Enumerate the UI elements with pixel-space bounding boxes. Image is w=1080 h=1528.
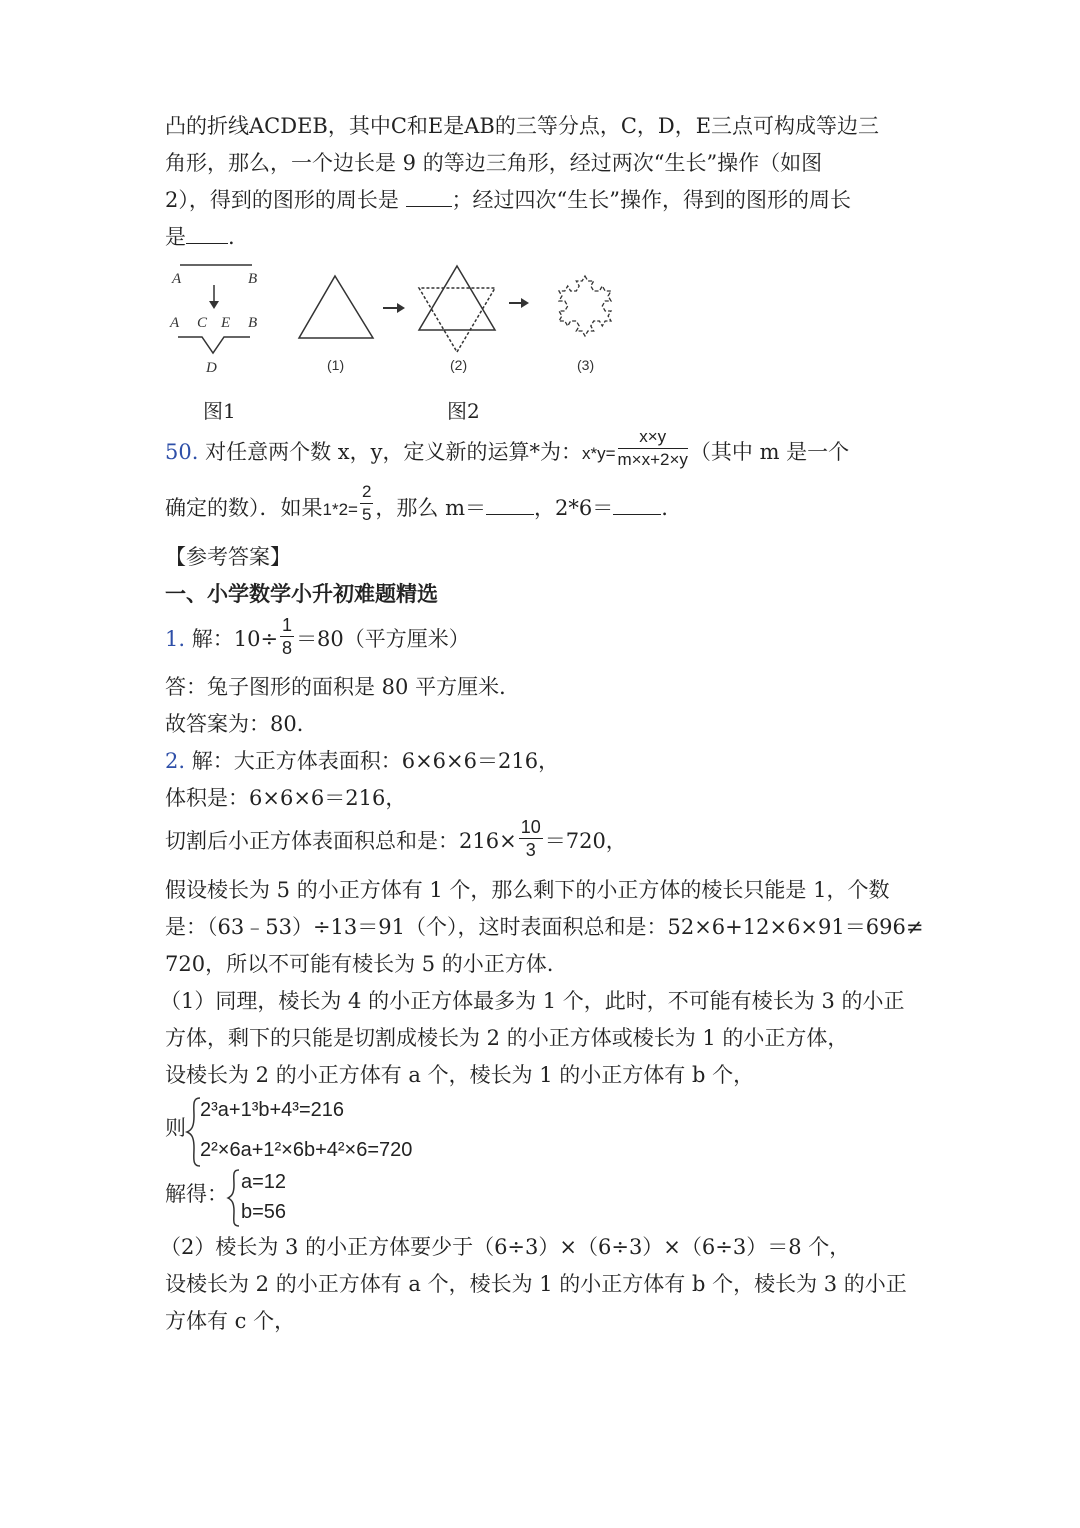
answer-blank-1 [406,188,452,207]
a2-text1: 解：大正方体表面积：6×6×6＝216， [185,749,560,773]
p50-cond-numerator: 2 [360,481,373,504]
p50-formula-numerator: x×y [618,426,688,449]
a2-line3a: 切割后小正方体表面积总和是：216× [165,829,517,853]
p50-line2 [165,482,668,526]
p50-formula-fraction [618,426,688,471]
a2-line10: （2）棱长为 3 的小正方体要少于（6÷3）×（6÷3）×（6÷3）＝8 个， [160,1235,851,1259]
fig1-label-d: D [206,360,217,376]
a2-line7: （1）同理，棱长为 4 的小正方体最多为 1 个，此时，不可能有棱长为 3 的小正 [160,989,905,1013]
a1-text1: 解：10÷ [185,627,279,651]
p50-text6: . [661,496,668,520]
fig2-label-1: (1) [327,357,345,373]
a2-frac-denominator: 3 [525,840,536,860]
p50-line1 [165,427,850,480]
fig1-label-a-bot: A [170,315,180,331]
a2-then-label: 则 [165,1116,186,1140]
a2-fraction [519,816,543,861]
fig1-label-e: E [221,315,231,331]
fig1-label-b-top: B [248,271,258,287]
figure2-caption: 图2 [447,399,480,423]
figure1-growth-diagram [160,255,280,380]
p50-formula-denominator: m×x+2×y [617,450,688,469]
p49-line4 [165,223,235,251]
a2-line11: 设棱长为 2 的小正方体有 a 个，棱长为 1 的小正方体有 b 个，棱长为 3 的小正 [165,1272,907,1296]
a1-text2: ＝80（平方厘米） [296,627,470,651]
system1-eq1: 2³a+1³b+4³=216 [200,1099,345,1121]
p49-line3a: 2），得到的图形的周长是 [165,188,406,212]
a1-line1 [165,615,470,666]
a1-line3: 故答案为：80． [165,712,318,736]
system2-eq2: b=56 [241,1201,287,1223]
answer-blank-26 [613,496,661,515]
a2-line6: 720，所以不可能有棱长为 5 的小正方体. [165,952,554,976]
fig2-label-3: (3) [577,357,595,373]
a1-fraction [280,614,294,659]
p50-text5: ，2*6＝ [534,496,614,520]
answer-blank-m [486,496,534,515]
a2-line3b: ＝720， [544,829,627,853]
a2-solve-label: 解得： [165,1182,228,1206]
a2-line8: 方体，剩下的只能是切割成棱长为 2 的小正方体或棱长为 1 的小正方体， [165,1026,849,1050]
a2-line2: 体积是：6×6×6＝216， [165,786,407,810]
p50-cond-fraction [360,481,373,526]
a1-frac-denominator: 8 [282,638,293,658]
p50-text4: ，那么 m＝ [375,496,487,520]
a2-line4: 假设棱长为 5 的小正方体有 1 个，那么剩下的小正方体的棱长只能是 1，个数 [165,878,890,902]
p50-cond-denominator: 5 [361,505,372,524]
a2-line1 [165,747,559,775]
p49-line4b: . [228,225,235,249]
p49-line3 [165,186,851,214]
a2-line5: 是：（63﹣53）÷13＝91（个），这时表面积总和是：52×6+12×6×91＝696≠ [165,915,924,939]
a2-line9: 设棱长为 2 的小正方体有 a 个，棱长为 1 的小正方体有 b 个， [165,1063,755,1087]
p50-cond-lhs: 1*2= [322,500,358,519]
a1-number: 1. [165,627,186,651]
p49-line2: 角形，那么，一个边长是 9 的等边三角形，经过两次“生长”操作（如图 [165,151,823,175]
p49-line4a: 是 [165,225,186,249]
system1-eq2: 2²×6a+1²×6b+4²×6=720 [200,1139,413,1161]
fig2-label-2: (2) [450,357,468,373]
a2-line3 [165,817,627,868]
a1-frac-numerator: 1 [282,615,293,635]
p50-formula-lhs: x*y= [581,444,616,463]
answers-heading: 【参考答案】 [165,545,291,569]
p49-line3b: ；经过四次“生长”操作，得到的图形的周长 [451,188,852,212]
system2-brace [226,1168,242,1228]
a2-number: 2. [165,749,186,773]
system2-eq1: a=12 [241,1171,287,1193]
fig1-label-a-top: A [172,271,182,287]
p50-text1: 对任意两个数 x，y，定义新的运算*为： [198,440,582,464]
p50-text2: （其中 m 是一个 [689,440,850,464]
p50-text3: 确定的数）．如果 [165,496,323,520]
answer-blank-2 [186,225,228,244]
p50-number: 50. [165,440,199,464]
p49-line1: 凸的折线ACDEB，其中C和E是AB的三等分点，C，D，E三点可构成等边三 [165,114,880,138]
fig1-label-b-bot: B [248,315,258,331]
figure1-caption: 图1 [203,399,236,423]
a2-frac-numerator: 10 [520,817,541,837]
a2-line12: 方体有 c 个， [165,1309,296,1333]
answers-section-title: 一、小学数学小升初难题精选 [165,581,438,606]
fig1-label-c: C [197,315,208,331]
a1-line2: 答：兔子图形的面积是 80 平方厘米． [165,675,521,699]
figure2-triangle-growth [295,258,635,378]
